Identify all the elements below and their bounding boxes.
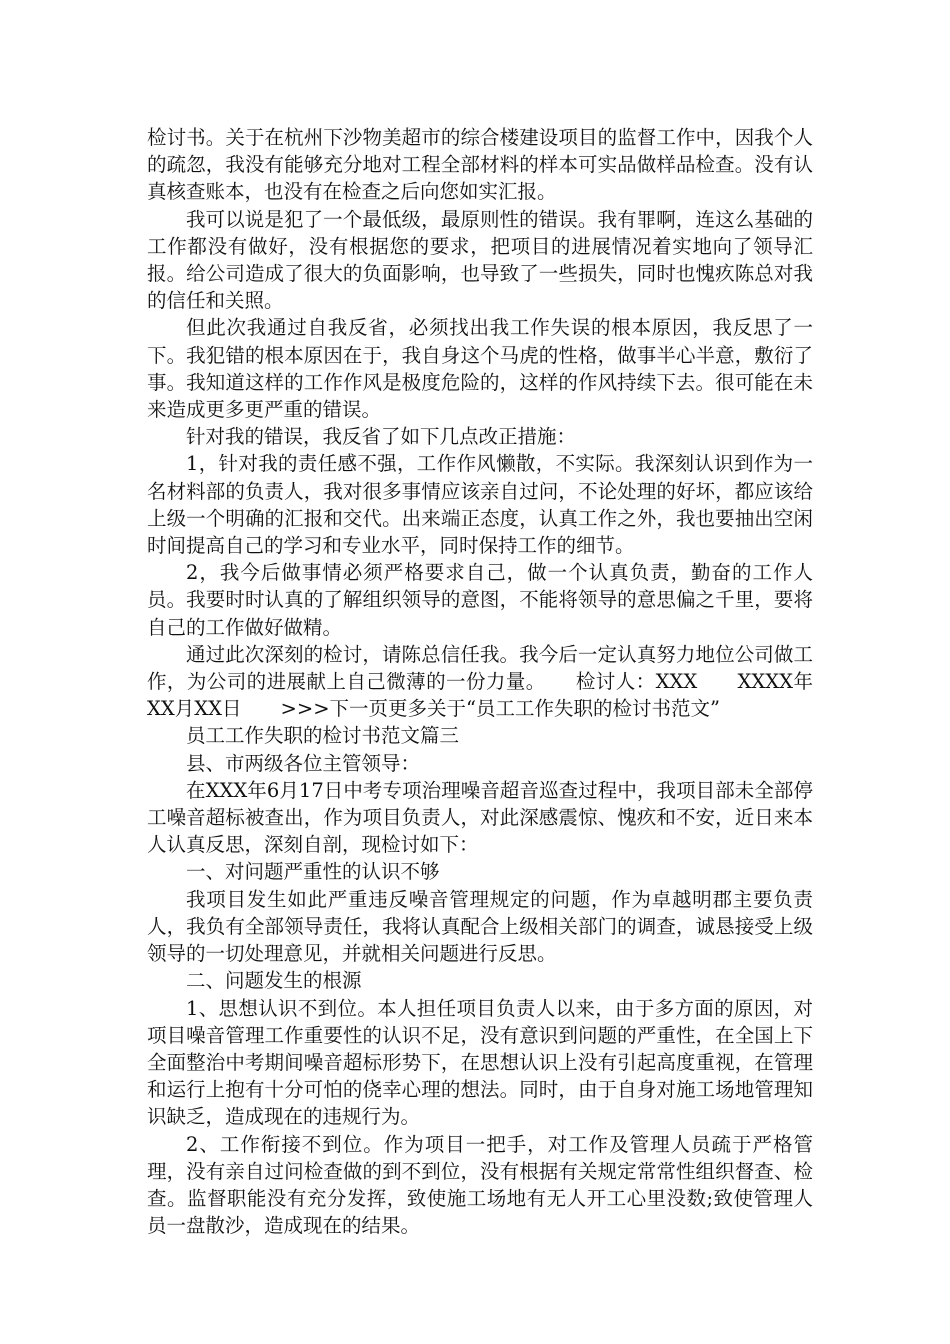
paragraph-3: 但此次我通过自我反省，必须找出我工作失误的根本原因，我反思了一下。我犯错的根本原因在于，我自身这个马虎的性格，做事半心半意，敷衍了事。我知道这样的工作作风是极度危险的，这样的作风持续下去。很可能在未来造成更多更严重的错误。 — [147, 316, 813, 422]
section-heading-3: 员工工作失职的检讨书范文篇三 — [186, 724, 460, 748]
salutation: 县、市两级各位主管领导： — [186, 751, 421, 775]
document-body — [147, 124, 813, 1239]
paragraph-5: 1，针对我的责任感不强，工作作风懒散，不实际。我深刻认识到作为一名材料部的负责人，我对很多事情应该亲自过问，不论处理的好坏，都应该给上级一个明确的汇报和交代。出来端正态度，认真工作之外，我也要抽出空闲时间提高自己的学习和专业水平，同时保持工作的细节。 — [147, 452, 813, 558]
subheading-2: 二、问题发生的根源 — [186, 969, 362, 993]
paragraph-14: 1、思想认识不到位。本人担任项目负责人以来，由于多方面的原因，对项目噪音管理工作重要性的认识不足，没有意识到问题的严重性，在全国上下全面整治中考期间噪音超标形势下，在思想认识上没有引起高度重视，在管理和运行上抱有十分可怕的侥幸心理的想法。同时，由于自身对施工场地管理知识缺乏，造成现在的违规行为。 — [147, 996, 813, 1129]
paragraph-1: 检讨书。关于在杭州下沙物美超市的综合楼建设项目的监督工作中，因我个人的疏忽，我没有能够充分地对工程全部材料的样本可实品做样品检查。没有认真核查账本，也没有在检查之后向您如实汇报。 — [147, 126, 813, 204]
paragraph-2: 我可以说是犯了一个最低级，最原则性的错误。我有罪啊，连这么基础的工作都没有做好，没有根据您的要求，把项目的进展情况着实地向了领导汇报。给公司造成了很大的负面影响，也导致了一些损失，同时也愧疚陈总对我的信任和关照。 — [147, 207, 813, 313]
paragraph-10: 在XXX年6月17日中考专项治理噪音超音巡查过程中，我项目部未全部停工噪音超标被查出，作为项目负责人，对此深感震惊、愧疚和不安，近日来本人认真反思，深刻自剖，现检讨如下： — [147, 778, 813, 857]
paragraph-12: 我项目发生如此严重违反噪音管理规定的问题，作为卓越明郡主要负责人，我负有全部领导责任，我将认真配合上级相关部门的调查，诚恳接受上级领导的一切处理意见，并就相关问题进行反思。 — [147, 887, 813, 966]
paragraph-4: 针对我的错误，我反省了如下几点改正措施： — [186, 425, 577, 449]
paragraph-6: 2，我今后做事情必须严格要求自己，做一个认真负责，勤奋的工作人员。我要时时认真的了解组织领导的意图，不能将领导的意思偏之千里，要将自己的工作做好做精。 — [147, 561, 813, 639]
subheading-1: 一、对问题严重性的认识不够 — [186, 860, 440, 884]
paragraph-15: 2、工作衔接不到位。作为项目一把手，对工作及管理人员疏于严格管理，没有亲自过问检查做的到不到位，没有根据有关规定常常性组织督查、检查。监督职能没有充分发挥，致使施工场地有无人开工心里没数;致使管理人员一盘散沙，造成现在的结果。 — [147, 1132, 813, 1238]
paragraph-7: 通过此次深刻的检讨，请陈总信任我。我今后一定认真努力地位公司做工作，为公司的进展献上自己微薄的一份力量。 检讨人：XXX XXXX年XX月XX日 >>>下一页更多关于“员工工作失职的检讨书范文” — [147, 642, 813, 721]
